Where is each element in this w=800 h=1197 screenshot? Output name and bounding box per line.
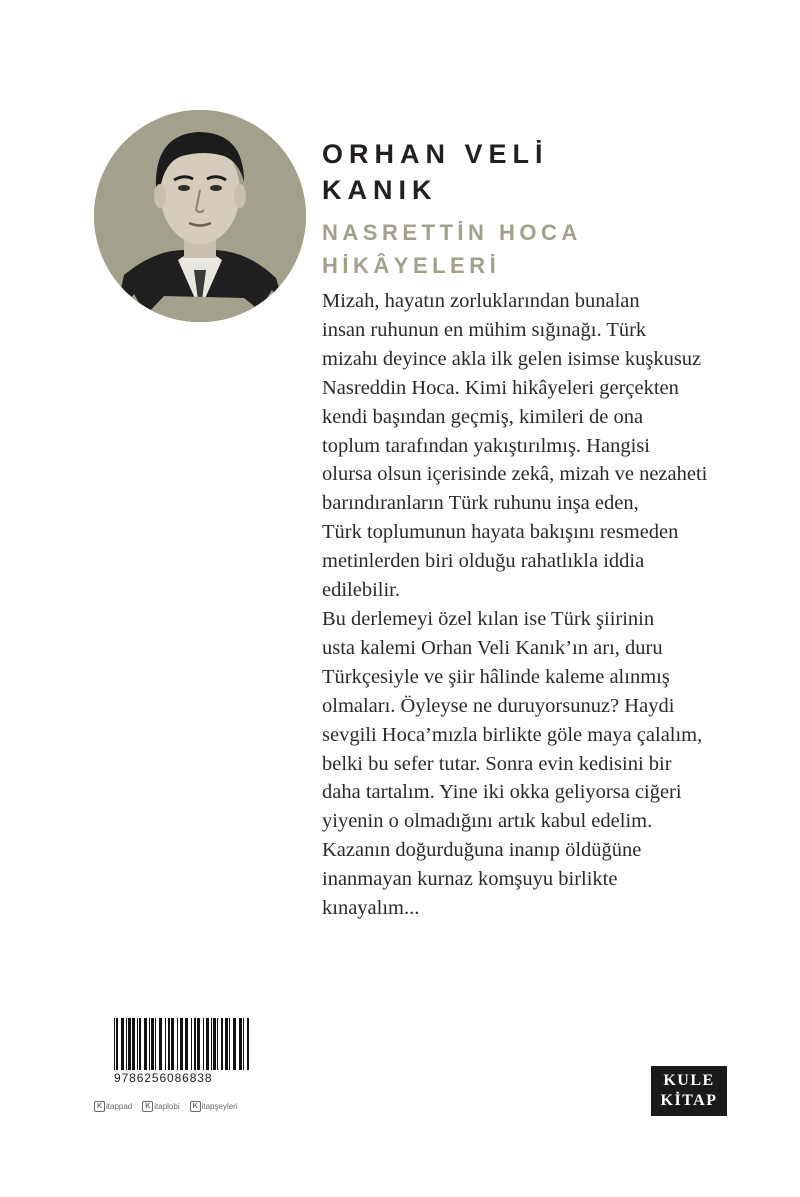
barcode-bar bbox=[151, 1018, 154, 1070]
blurb-line: Bu derlemeyi özel kılan ise Türk şiirinin bbox=[322, 607, 655, 630]
blurb-line: kendi başından geçmiş, kimileri de ona bbox=[322, 405, 644, 428]
barcode-bar bbox=[121, 1018, 124, 1070]
barcode-bar bbox=[217, 1018, 218, 1070]
barcode-bar bbox=[171, 1018, 174, 1070]
barcode-bar bbox=[144, 1018, 147, 1070]
blurb-line: yiyenin o olmadığını artık kabul edelim. bbox=[322, 810, 653, 833]
isbn-number: 9786256086838 bbox=[114, 1071, 213, 1085]
author-name-line-1: ORHAN VELİ bbox=[322, 139, 549, 169]
blurb-line: Türkçesiyle ve şiir hâlinde kaleme alınmış bbox=[322, 665, 670, 688]
publisher-logo-line-2: KİTAP bbox=[660, 1092, 718, 1109]
barcode-bar bbox=[197, 1018, 200, 1070]
barcode-bar bbox=[247, 1018, 249, 1070]
blurb-line: Nasreddin Hoca. Kimi hikâyeleri gerçekten bbox=[322, 376, 679, 399]
seller-name: itapşeyleri bbox=[201, 1102, 238, 1111]
barcode-bar bbox=[206, 1018, 209, 1070]
seller-logo bbox=[94, 1101, 132, 1112]
back-cover-blurb bbox=[322, 287, 742, 923]
barcode-bar bbox=[225, 1018, 228, 1070]
blurb-line: barındıranların Türk ruhunu inşa eden, bbox=[322, 492, 639, 515]
barcode-bar bbox=[221, 1018, 223, 1070]
publisher-logo bbox=[651, 1066, 727, 1116]
author-name-line-2: KANIK bbox=[322, 175, 438, 205]
blurb-line: Kazanın doğurduğuna inanıp öldüğüne bbox=[322, 839, 642, 862]
blurb-line: usta kalemi Orhan Veli Kanık’ın arı, duru bbox=[322, 636, 663, 659]
barcode-bar bbox=[159, 1018, 162, 1070]
barcode-bar bbox=[137, 1018, 138, 1070]
barcode-bars bbox=[114, 1018, 250, 1070]
barcode-bar bbox=[177, 1018, 178, 1070]
author-portrait bbox=[94, 110, 306, 322]
blurb-line: edilebilir. bbox=[322, 579, 400, 602]
barcode-bar bbox=[185, 1018, 188, 1070]
blurb-line: mizahı deyince akla ilk gelen isimse kuşkusuz bbox=[322, 347, 702, 370]
barcode-bar bbox=[128, 1018, 131, 1070]
blurb-line: Mizah, hayatın zorluklarından bunalan bbox=[322, 290, 640, 312]
barcode-bar bbox=[114, 1018, 115, 1070]
k-icon: K bbox=[190, 1101, 201, 1112]
barcode-bar bbox=[203, 1018, 204, 1070]
blurb-line: Türk toplumunun hayata bakışını resmeden bbox=[322, 521, 679, 544]
barcode-bar bbox=[139, 1018, 141, 1070]
blurb-line: olursa olsun içerisinde zekâ, mizah ve nezaheti bbox=[322, 463, 708, 486]
barcode-bar bbox=[165, 1018, 166, 1070]
blurb-line: sevgili Hoca’mızla birlikte göle maya çalalım, bbox=[322, 723, 703, 746]
blurb-line: metinlerden biri olduğu rahatlıkla iddia bbox=[322, 550, 645, 573]
seller-name: itappad bbox=[106, 1102, 133, 1111]
publisher-logo-line-1: KULE bbox=[663, 1072, 715, 1089]
barcode-bar bbox=[233, 1018, 236, 1070]
blurb-line: daha tartalım. Yine iki okka geliyorsa ciğeri bbox=[322, 781, 682, 804]
blurb-line: olmaları. Öyleyse ne duruyorsunuz? Haydi bbox=[322, 694, 675, 717]
k-icon: K bbox=[94, 1101, 105, 1112]
barcode-bar bbox=[116, 1018, 118, 1070]
barcode-bar bbox=[194, 1018, 196, 1070]
blurb-line: belki bu sefer tutar. Sonra evin kedisini bir bbox=[322, 752, 672, 775]
seller-logo bbox=[190, 1101, 238, 1112]
barcode-bar bbox=[191, 1018, 192, 1070]
barcode-bar bbox=[243, 1018, 244, 1070]
k-icon: K bbox=[142, 1101, 153, 1112]
isbn-barcode bbox=[114, 1018, 250, 1085]
barcode-bar bbox=[126, 1018, 127, 1070]
barcode-bar bbox=[155, 1018, 156, 1070]
barcode-bar bbox=[180, 1018, 183, 1070]
barcode-bar bbox=[168, 1018, 170, 1070]
blurb-line: toplum tarafından yakıştırılmış. Hangisi bbox=[322, 434, 650, 457]
blurb-line: kınayalım... bbox=[322, 897, 420, 920]
seller-logos bbox=[94, 1101, 238, 1112]
barcode-bar bbox=[132, 1018, 135, 1070]
book-title-line-2: HİKÂYELERİ bbox=[322, 253, 501, 278]
barcode-bar bbox=[213, 1018, 216, 1070]
barcode-bar bbox=[239, 1018, 242, 1070]
seller-logo bbox=[142, 1101, 179, 1112]
seller-name: itaplobi bbox=[154, 1102, 180, 1111]
blurb-line: insan ruhunun en mühim sığınağı. Türk bbox=[322, 318, 647, 341]
barcode-bar bbox=[211, 1018, 212, 1070]
blurb-line: inanmayan kurnaz komşuyu birlikte bbox=[322, 868, 618, 891]
barcode-bar bbox=[149, 1018, 150, 1070]
barcode-bar bbox=[229, 1018, 230, 1070]
author-title-block bbox=[322, 136, 582, 282]
book-title-line-1: NASRETTİN HOCA bbox=[322, 220, 582, 245]
